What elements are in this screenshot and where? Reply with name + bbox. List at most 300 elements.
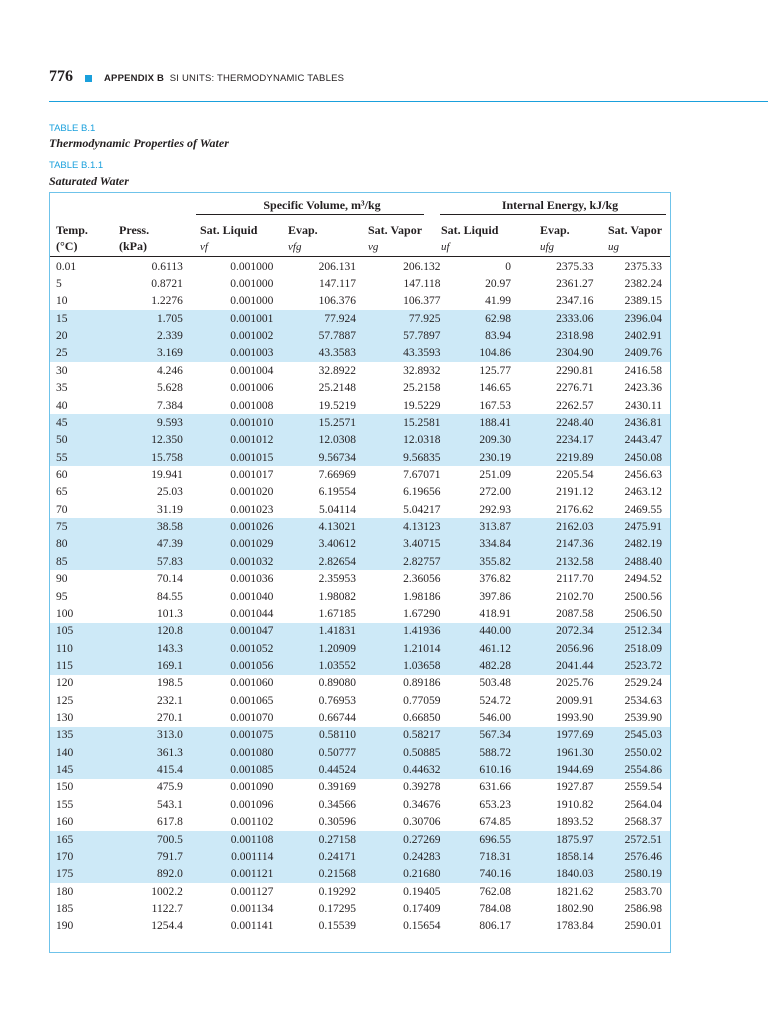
table-cell: 376.82 [479,573,511,586]
table-cell: 7.67071 [403,468,441,481]
table-cell: 50 [50,432,112,449]
table-cell: 1893.52 [556,816,594,829]
table-cell: 2402.91 [593,327,670,344]
table-cell: 25.2158 [403,382,441,395]
table-cell: 1.21014 [356,640,441,657]
table-cell: 5.628 [156,382,183,395]
table-cell: 19.5229 [403,399,441,412]
table-cell: 120.8 [112,623,182,640]
col-header-uf: Sat. Liquid uf [441,223,499,253]
table-cell: 2205.54 [556,468,594,481]
table-cell: 147.117 [319,278,356,291]
table-cell: 2583.70 [624,885,662,898]
table-cell: 0.001000 [230,278,274,291]
table-cell: 0.6113 [151,260,183,273]
table-cell: 3.169 [112,345,182,362]
table-cell: 80 [50,536,112,553]
table-cell: 45 [50,414,112,431]
table-cell: 165 [50,831,112,848]
table-cell: 25.2148 [318,382,356,395]
table-cell: 1927.87 [556,781,594,794]
table-cell: 0.001070 [230,712,274,725]
table-cell: 2488.40 [593,553,670,570]
table-cell: 0.66744 [318,712,356,725]
col-header-ug: Sat. Vapor ug [608,223,663,253]
table-cell: 30 [56,364,68,377]
table-cell: 0.50885 [356,744,441,761]
table-cell: 674.85 [479,816,511,829]
table-cell: 0.001096 [230,798,274,811]
table-cell: 2318.98 [511,327,594,344]
table-cell: 2162.03 [511,518,594,535]
table-cell: 175 [50,866,112,883]
table-cell: 2041.44 [511,657,594,674]
table-cell: 47.39 [112,536,182,553]
table-row [50,623,670,640]
table-cell: 2416.58 [624,364,662,377]
table-cell: 9.593 [112,414,182,431]
appendix-label: APPENDIX B [104,73,165,84]
table-cell: 55 [50,449,112,466]
table-cell: 77.924 [273,310,356,327]
table-row [50,518,670,535]
table-cell: 0.39169 [318,781,356,794]
square-bullet-icon [85,75,92,82]
table-cell: 2056.96 [511,640,594,657]
table-cell: 146.65 [479,382,511,395]
saturated-water-table [50,258,670,935]
table-cell: 2580.19 [593,866,670,883]
table-cell: 0.001010 [183,414,274,431]
col-header-press: Press. (kPa) [119,223,150,253]
table-cell: 206.132 [403,260,441,273]
group-rule-internal-energy [440,214,666,215]
table-cell: 2.36056 [403,573,441,586]
table-row [50,657,670,674]
table-cell: 610.16 [440,761,510,778]
table-cell: 143.3 [112,640,182,657]
table-cell: 2262.57 [556,399,594,412]
table-cell: 2304.90 [511,345,594,362]
table-cell: 503.48 [479,677,511,690]
table-cell: 6.19656 [403,486,441,499]
table-cell: 0.001020 [230,486,274,499]
table-cell: 0.001036 [230,573,274,586]
table-cell: 2436.81 [593,414,670,431]
table-cell: 2564.04 [624,798,662,811]
table-row [50,536,670,553]
table-cell: 0 [505,260,511,273]
table-cell: 2482.19 [593,536,670,553]
table-cell: 1122.7 [151,902,183,915]
table-cell: 0.001012 [183,432,274,449]
table-cell: 270.1 [156,712,183,725]
table-cell: 0.001134 [230,902,274,915]
table-cell: 0.30596 [318,816,356,829]
table-cell: 75 [50,518,112,535]
table-cell: 40 [56,399,68,412]
table-cell: 0.21680 [356,866,441,883]
table-cell: 1002.2 [151,885,183,898]
table-cell: 0.001002 [183,327,274,344]
table-cell: 57.83 [112,553,182,570]
table-cell: 106.377 [403,295,441,308]
table-cell: 1858.14 [511,848,594,865]
table-cell: 1910.82 [556,798,594,811]
table-cell: 20.97 [485,278,511,291]
table-cell: 0.001121 [183,866,274,883]
table-cell: 77.925 [356,310,441,327]
table-cell: 700.5 [112,831,182,848]
table-cell: 1840.03 [511,866,594,883]
table-cell: 84.55 [156,590,183,603]
table-cell: 232.1 [156,694,183,707]
table-row [50,761,670,778]
table-cell: 0.58110 [273,727,356,744]
table-cell: 5.04114 [319,503,356,516]
table-cell: 180 [56,885,74,898]
table-cell: 0.001114 [183,848,274,865]
running-head [104,73,344,84]
table-row [50,727,670,744]
table-cell: 0.001090 [230,781,274,794]
table-cell: 272.00 [479,486,511,499]
table-row [50,345,670,362]
table-cell: 0.17295 [318,902,356,915]
table-row [50,362,670,379]
table-cell: 150 [56,781,74,794]
table-cell: 784.08 [479,902,511,915]
table-row [50,310,670,327]
table-cell: 83.94 [440,327,510,344]
table-row [50,327,670,344]
table-cell: 20 [50,327,112,344]
table-cell: 188.41 [440,414,510,431]
table-cell: 0.76953 [318,694,356,707]
table-cell: 0.19405 [403,885,441,898]
table-cell: 125 [56,694,74,707]
table-row [50,814,670,831]
table-cell: 0.001003 [183,345,274,362]
table-cell: 0.24171 [273,848,356,865]
table-cell: 524.72 [479,694,511,707]
table-row [50,831,670,848]
table-cell: 38.58 [112,518,182,535]
group-header-specific-volume: Specific Volume, m³/kg [263,198,381,212]
table-cell: 0.34676 [403,798,441,811]
table-cell: 0.001047 [183,623,274,640]
table-cell: 7.384 [156,399,183,412]
table-cell: 0.001065 [230,694,274,707]
table-cell: 617.8 [156,816,183,829]
table-cell: 1254.4 [151,920,183,933]
table-cell: 762.08 [479,885,511,898]
table-cell: 2545.03 [593,727,670,744]
table-cell: 2450.08 [593,449,670,466]
table-cell: 475.9 [156,781,183,794]
table-row [50,796,670,813]
table-row [50,553,670,570]
table-cell: 209.30 [440,432,510,449]
table-sublabel: TABLE B.1.1 [49,160,104,171]
table-row [50,293,670,310]
table-cell: 0.15539 [318,920,356,933]
table-cell: 2009.91 [556,694,594,707]
table-cell: 105 [50,623,112,640]
table-cell: 2529.24 [624,677,662,690]
table-cell: 0.50777 [273,744,356,761]
table-cell: 5 [56,278,62,291]
table-cell: 60 [56,468,68,481]
table-cell: 2586.98 [624,902,662,915]
col-header-vfg: Evap. vfg [288,223,318,253]
table-row [50,900,670,917]
col-header-vf: Sat. Liquid vf [200,223,258,253]
table-cell: 2219.89 [511,449,594,466]
table-cell: 2534.63 [624,694,662,707]
table-cell: 1.2276 [151,295,183,308]
table-cell: 1961.30 [511,744,594,761]
table-title: Thermodynamic Properties of Water [49,136,229,150]
table-cell: 1.41936 [356,623,441,640]
table-cell: 0.001056 [183,657,274,674]
table-cell: 230.19 [440,449,510,466]
table-cell: 2559.54 [624,781,662,794]
table-cell: 2423.36 [624,382,662,395]
table-cell: 2361.27 [556,278,594,291]
table-cell: 0.89186 [403,677,441,690]
table-cell: 0.001040 [230,590,274,603]
table-cell: 0.001001 [183,310,274,327]
table-row [50,866,670,883]
table-row [50,414,670,431]
table-cell: 106.376 [318,295,356,308]
table-cell: 2430.11 [625,399,662,412]
table-row [50,258,670,275]
table-cell: 7.66969 [318,468,356,481]
table-label: TABLE B.1 [49,123,96,134]
table-cell: 0.001044 [230,607,274,620]
table-cell: 0.27158 [273,831,356,848]
table-cell: 3.40715 [356,536,441,553]
table-cell: 2072.34 [511,623,594,640]
table-cell: 0.001000 [230,295,274,308]
table-cell: 43.3583 [273,345,356,362]
table-cell: 110 [50,640,112,657]
table-cell: 19.941 [151,468,183,481]
table-cell: 190 [56,920,74,933]
table-cell: 653.23 [479,798,511,811]
table-cell: 313.87 [440,518,510,535]
table-cell: 2132.58 [511,553,594,570]
table-cell: 2290.81 [556,364,594,377]
table-cell: 0.001032 [183,553,274,570]
table-cell: 2.339 [112,327,182,344]
table-row [50,605,670,622]
table-cell: 155 [56,798,74,811]
table-cell: 145 [50,761,112,778]
table-cell: 0.001102 [230,816,274,829]
table-cell: 1875.97 [511,831,594,848]
table-cell: 1.41831 [273,623,356,640]
table-row [50,484,670,501]
table-cell: 2506.50 [624,607,662,620]
table-cell: 167.53 [479,399,511,412]
table-cell: 31.19 [156,503,183,516]
table-cell: 718.31 [440,848,510,865]
table-cell: 1.03552 [273,657,356,674]
table-cell: 9.56734 [273,449,356,466]
table-cell: 0.001023 [230,503,274,516]
table-cell: 2025.76 [556,677,594,690]
table-cell: 12.0308 [273,432,356,449]
table-cell: 2512.34 [593,623,670,640]
table-cell: 0.58217 [356,727,441,744]
table-cell: 1.67290 [403,607,441,620]
table-cell: 0.001085 [183,761,274,778]
table-cell: 19.5219 [318,399,356,412]
table-cell: 418.91 [479,607,511,620]
table-cell: 104.86 [440,345,510,362]
table-cell: 15 [50,310,112,327]
table-cell: 57.7887 [273,327,356,344]
table-cell: 0.001052 [183,640,274,657]
table-cell: 0.89080 [318,677,356,690]
table-cell: 2396.04 [593,310,670,327]
table-cell: 1802.90 [556,902,594,915]
table-cell: 2443.47 [593,432,670,449]
table-cell: 2375.33 [624,260,662,273]
table-cell: 313.0 [112,727,182,744]
table-cell: 892.0 [112,866,182,883]
table-cell: 546.00 [479,712,511,725]
table-cell: 0.001127 [230,885,274,898]
table-cell: 90 [56,573,68,586]
table-cell: 0.24283 [356,848,441,865]
table-cell: 0.39278 [403,781,441,794]
table-cell: 1.98082 [318,590,356,603]
table-cell: 185 [56,902,74,915]
table-cell: 206.131 [318,260,356,273]
table-row [50,709,670,726]
table-subtitle: Saturated Water [49,174,129,188]
table-cell: 251.09 [479,468,511,481]
table-row [50,883,670,900]
table-row [50,675,670,692]
table-row [50,848,670,865]
table-cell: 1.03658 [356,657,441,674]
table-row [50,744,670,761]
table-row [50,501,670,518]
group-header-internal-energy: Internal Energy, kJ/kg [501,198,619,212]
table-cell: 1.98186 [403,590,441,603]
table-cell: 1944.69 [511,761,594,778]
table-cell: 0.17409 [403,902,441,915]
table-cell: 2572.51 [593,831,670,848]
table-row [50,779,670,796]
table-cell: 41.99 [485,295,511,308]
table-cell: 0.001075 [183,727,274,744]
table-row [50,918,670,935]
table-cell: 0.44632 [356,761,441,778]
table-cell: 1821.62 [556,885,594,898]
col-header-temp: Temp. (°C) [56,223,88,253]
table-cell: 588.72 [440,744,510,761]
table-cell: 0.001000 [230,260,274,273]
section-label: SI UNITS: THERMODYNAMIC TABLES [169,73,345,84]
table-cell: 147.118 [403,278,441,291]
table-cell: 0.66850 [403,712,441,725]
table-cell: 0.21568 [273,866,356,883]
table-cell: 1993.90 [556,712,594,725]
table-cell: 2456.63 [624,468,662,481]
table-cell: 125.77 [479,364,511,377]
table-cell: 2375.33 [556,260,594,273]
table-cell: 2333.06 [511,310,594,327]
table-cell: 70.14 [156,573,183,586]
table-cell: 35 [56,382,68,395]
table-cell: 292.93 [479,503,511,516]
table-cell: 2500.56 [624,590,662,603]
table-cell: 2276.71 [556,382,594,395]
table-cell: 6.19554 [318,486,356,499]
table-cell: 65 [56,486,68,499]
page-number: 776 [49,68,73,85]
header-rule [49,101,768,102]
table-cell: 130 [56,712,74,725]
table-cell: 696.55 [440,831,510,848]
table-cell: 2568.37 [624,816,662,829]
table-cell: 2147.36 [511,536,594,553]
table-cell: 15.2571 [273,414,356,431]
table-cell: 135 [50,727,112,744]
table-cell: 0.001008 [230,399,274,412]
table-cell: 2234.17 [511,432,594,449]
table-cell: 2518.09 [593,640,670,657]
table-cell: 2087.58 [556,607,594,620]
table-cell: 0.77059 [403,694,441,707]
table-cell: 9.56835 [356,449,441,466]
table-cell: 334.84 [440,536,510,553]
table-cell: 95 [56,590,68,603]
table-cell: 2117.70 [556,573,594,586]
table-body [50,258,670,935]
table-cell: 43.3593 [356,345,441,362]
table-cell: 461.12 [440,640,510,657]
table-cell: 0.001080 [183,744,274,761]
table-cell: 2191.12 [556,486,594,499]
table-row [50,466,670,483]
table-cell: 0.34566 [318,798,356,811]
table-cell: 2469.55 [624,503,662,516]
col-header-ufg: Evap. ufg [540,223,570,253]
table-cell: 170 [50,848,112,865]
table-cell: 115 [50,657,112,674]
table-cell: 12.350 [112,432,182,449]
table-cell: 32.8932 [403,364,441,377]
table-cell: 0.001017 [230,468,274,481]
table-row [50,432,670,449]
table-cell: 2176.62 [556,503,594,516]
table-cell: 4.246 [156,364,183,377]
col-header-vg: Sat. Vapor vg [368,223,423,253]
table-cell: 361.3 [112,744,182,761]
table-cell: 806.17 [479,920,511,933]
table-cell: 100 [56,607,74,620]
table-cell: 0.30706 [403,816,441,829]
table-cell: 3.40612 [273,536,356,553]
running-header [0,66,768,96]
